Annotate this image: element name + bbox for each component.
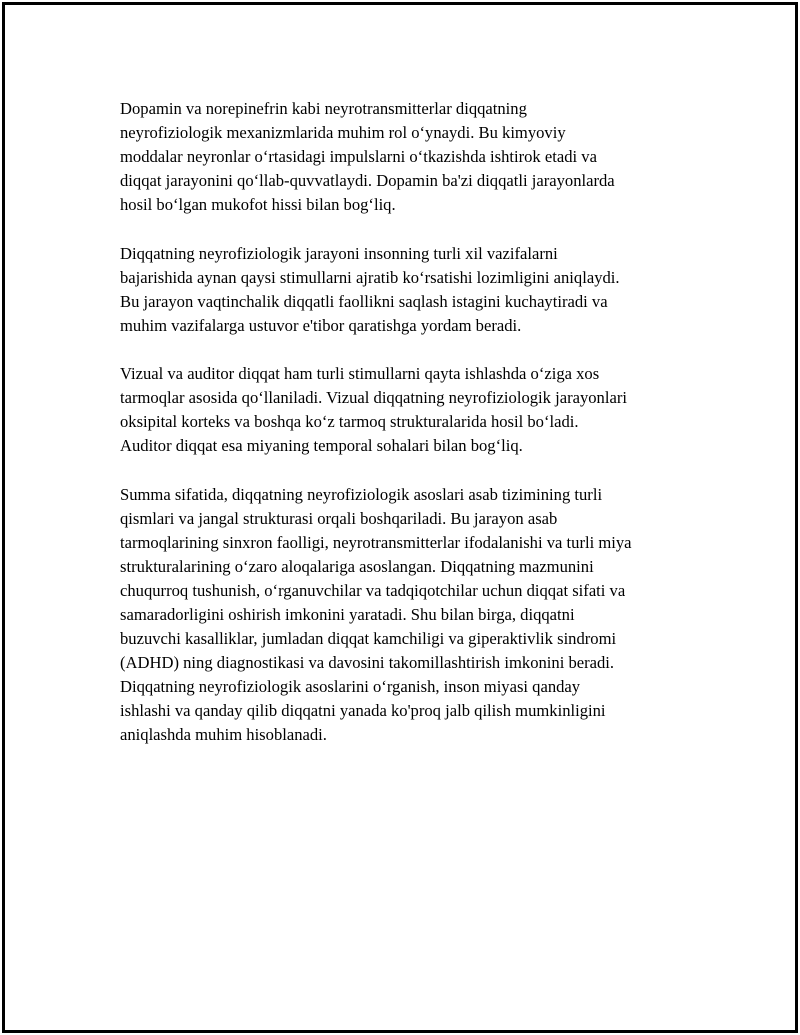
document-body [120, 97, 700, 772]
paragraph-stimulus-selection: Diqqatning neyrofiziologik jarayoni insonning turli xil vazifalarni bajarishida aynan qaysi stimullarni ajratib koʻrsatishi lozimligini aniqlaydi. Bu jarayon vaqtinchalik diqqatli faollikni saqlash istagini kuchaytiradi va muhim vazifalarga ustuvor e'tibor qaratishga yordam beradi. [120, 243, 620, 335]
paragraph-neurotransmitters: Dopamin va norepinefrin kabi neyrotransmitterlar diqqatning neyrofiziologik mexanizmlarida muhim rol oʻynaydi. Bu kimyoviy moddalar neyronlar oʻrtasidagi impulslarni oʻtkazishda ishtirok etadi va diqqat jarayonini qoʻllab-quvvatlaydi. Dopamin ba'zi diqqatli jarayonlarda hosil boʻlgan mukofot hissi bilan bogʻliq. [120, 99, 615, 215]
paragraph-visual-auditory-attention: Vizual va auditor diqqat ham turli stimullarni qayta ishlashda oʻziga xos tarmoqlar asosida qoʻllaniladi. Vizual diqqatning neyrofiziologik jarayonlari oksipital korteks va boshqa koʻz tarmoq strukturalarida hosil boʻladi. Auditor diqqat esa miyaning temporal sohalari bilan bogʻliq. [120, 364, 627, 456]
page-frame [2, 2, 798, 1033]
paragraph-summary: Summa sifatida, diqqatning neyrofiziologik asoslari asab tizimining turli qismlari va jangal strukturasi orqali boshqariladi. Bu jarayon asab tarmoqlarining sinxron faolligi, neyrotransmitterlar ifodalanishi va turli miya strukturalarining oʻzaro aloqalariga asoslangan. Diqqatning mazmunini chuqurroq tushunish, oʻrganuvchilar va tadqiqotchilar uchun diqqat sifati va samaradorligini oshirish imkonini yaratadi. Shu bilan birga, diqqatni buzuvchi kasalliklar, jumladan diqqat kamchiligi va giperaktivlik sindromi (ADHD) ning diagnostikasi va davosini takomillashtirish imkonini beradi. Diqqatning neyrofiziologik asoslarini oʻrganish, inson miyasi qanday ishlashi va qanday qilib diqqatni yanada ko'proq jalb qilish mumkinligini aniqlashda muhim hisoblanadi. [120, 484, 632, 745]
